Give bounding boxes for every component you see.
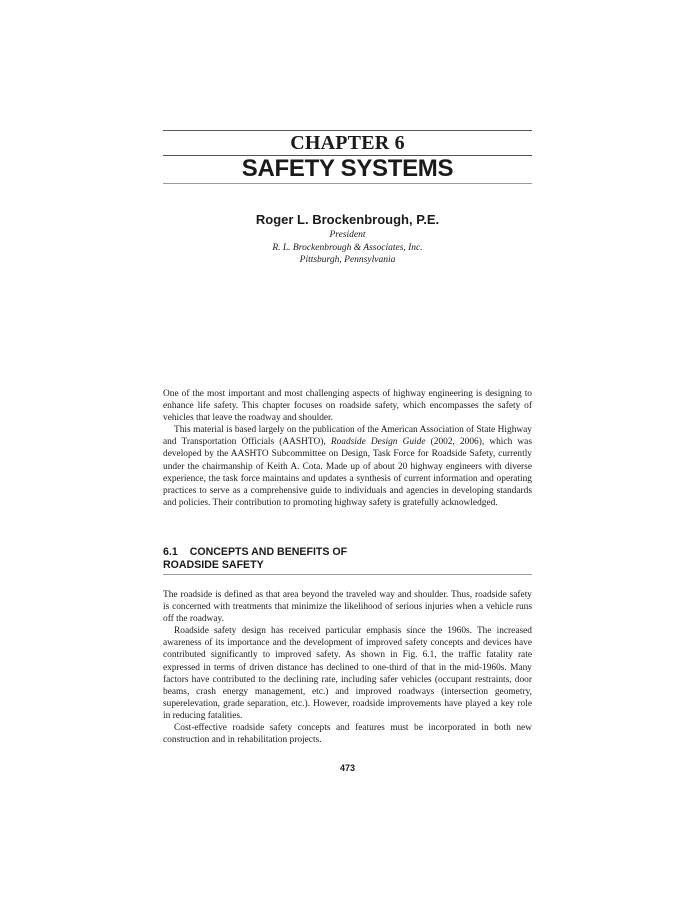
section-paragraph-2: Roadside safety design has received particular emphasis since the 1960s. The increased awareness of its importance and the development of improved safety concepts and devices have contributed significantly to improved safety. As shown in Fig. 6.1, the traffic fatality rate expressed in terms of driven distance has declined to one-third of that in the mid-1960s. Many factors have contributed to the declining rate, including safer vehicles (occupant restraints, door beams, crash energy management, etc.) and improved roadways (intersection geometry, superelevation, grade separation, etc.). However, roadside improvements have played a key role in reducing fatalities. [163, 626, 532, 721]
top-rule [163, 130, 532, 131]
section-rule [163, 574, 532, 575]
section-paragraph-3: Cost-effective roadside safety concepts and features must be incorporated in both new construction and in rehabilitation projects. [163, 723, 532, 746]
section-number: 6.1 [163, 546, 178, 558]
section-title-line-2: ROADSIDE SAFETY [163, 559, 264, 571]
intro-p2-text-b: (2002, 2006), which was developed by the AASHTO Subcommittee on Design, Task Force for Roadside Safety, currently under the chairmanship of Keith A. Cota. Made up of about 20 highway engineers with diverse experience, the task force maintains and updates a synthesis of current information and operating practices to serve as a comprehensive guide to individuals and agencies in developing standards and policies. Their contribution to promoting highway safety is gratefully acknowledged. [163, 437, 532, 508]
author-block [163, 212, 532, 267]
roadside-design-guide-title: Roadside Design Guide [330, 437, 426, 448]
title-bottom-rule [163, 183, 532, 184]
section-paragraph-1: The roadside is defined as that area beyond the traveled way and shoulder. Thus, roadside safety is concerned with treatments that minimize the likelihood of serious injuries when a vehicle runs off the roadway. [163, 590, 532, 625]
author-company: R. L. Brockenbrough & Associates, Inc. [272, 242, 423, 253]
chapter-label: CHAPTER 6 [290, 132, 405, 154]
page-number: 473 [339, 763, 356, 773]
section-title-line-1: CONCEPTS AND BENEFITS OF [189, 546, 348, 558]
author-name: Roger L. Brockenbrough, P.E. [255, 212, 440, 227]
chapter-title: SAFETY SYSTEMS [241, 155, 454, 182]
author-location: Pittsburgh, Pennsylvania [299, 255, 396, 265]
page [163, 0, 532, 900]
section-body [163, 589, 532, 746]
intro-paragraph-2 [163, 424, 532, 509]
section-heading [163, 546, 532, 572]
intro-p2-text-a: This material is based largely on the publication of the American Association of State Highway and Transportation Officials (AASHTO), [163, 425, 532, 448]
intro-text [163, 388, 532, 509]
intro-paragraph-1: One of the most important and most challenging aspects of highway engineering is designing to enhance life safety. This chapter focuses on roadside safety, which encompasses the safety of vehicles that leave the roadway and shoulder. [163, 389, 532, 424]
section-heading-line-1 [163, 546, 532, 559]
author-role: President [329, 230, 366, 240]
